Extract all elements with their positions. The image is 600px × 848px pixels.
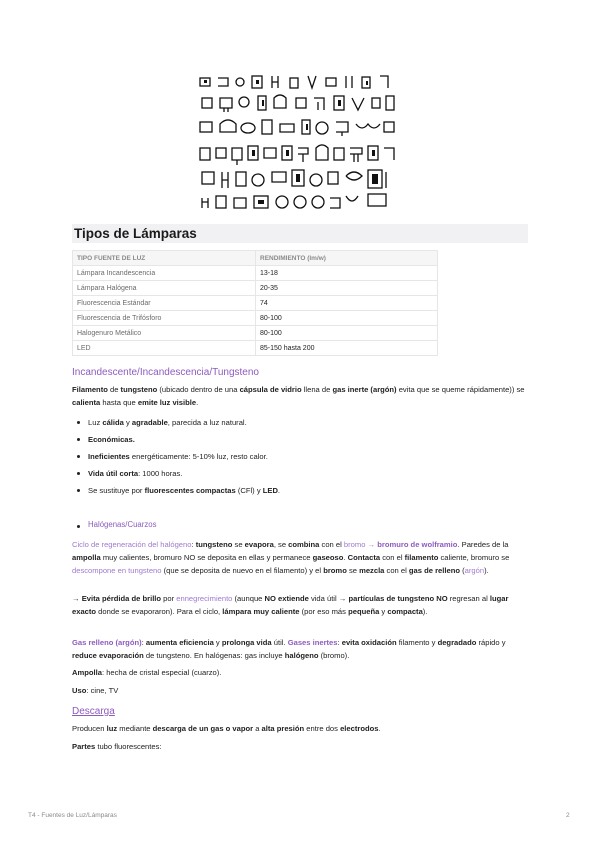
lamp-efficiency-table [72,250,438,356]
table-cell: Fluorescencia Estándar [73,296,256,311]
table-row [73,311,438,326]
discharge-parts-paragraph: Partes tubo fluorescentes: [72,742,162,751]
table-cell: Lámpara Incandescencia [73,266,256,281]
discharge-paragraph: Producen luz mediante descarga de un gas o vapor a alta presión entre dos electrodos. [72,724,381,733]
table-cell: 13-18 [256,266,438,281]
table-row [73,326,438,341]
list-item: Económicas. [76,433,516,450]
column-header: TIPO FUENTE DE LUZ [73,251,256,266]
table-cell: Lámpara Halógena [73,281,256,296]
page-number: 2 [566,812,570,819]
discharge-heading: Descarga [72,706,115,717]
section-title: Tipos de Lámparas [74,226,197,241]
incandescent-heading: Incandescente/Incandescencia/Tungsteno [72,367,259,378]
halogen-brightness-paragraph: → Evita pérdida de brillo por ennegrecimiento (aunque NO extiende vida útil → partículas de tungsteno NO regresan al lugar exacto donde se evaporaron). Para el ciclo, lámpara muy caliente (por eso más pequeña y compacta). [72,594,509,616]
halogen-bulb-paragraph: Ampolla: hecha de cristal especial (cuarzo). [72,668,222,677]
incandescent-paragraph: Filamento de tungsteno (ubicado dentro de una cápsula de vidrio llena de gas inerte (argón) evita que se queme rápidamente)) se calienta hasta que emite luz visible. [72,385,525,407]
table-header-row [73,251,438,266]
table-row [73,266,438,281]
list-item: Luz cálida y agradable, parecida a luz natural. [76,416,516,433]
halogen-gas-paragraph: Gas relleno (argón): aumenta eficiencia y prolonga vida útil. Gases inertes: evita oxidación filamento y degradado rápido y reduce evaporación de tungsteno. En halógenas: gas incluye halógeno (bromo). [72,638,506,660]
table-row [73,341,438,356]
column-header: RENDIMIENTO (lm/w) [256,251,438,266]
table-cell: 74 [256,296,438,311]
table-cell: 80-100 [256,326,438,341]
footer-title: T4 - Fuentes de Luz/Lámparas [28,812,117,819]
table-cell: LED [73,341,256,356]
section-title-bar [72,224,528,243]
table-cell: 80-100 [256,311,438,326]
incandescent-list [76,416,516,501]
table-cell: Halogenuro Metálico [73,326,256,341]
list-item: Ineficientes energéticamente: 5-10% luz, resto calor. [76,450,516,467]
list-item: Vida útil corta: 1000 horas. [76,467,516,484]
table-cell: Fluorescencia de Trifósforo [73,311,256,326]
lamp-bases-chart-icon [196,72,400,212]
table-row [73,281,438,296]
table-cell: 85-150 hasta 200 [256,341,438,356]
lamp-bases-figure [196,72,400,212]
halogen-subheading: Halógenas/Cuarzos [76,520,156,529]
halogen-use-paragraph: Uso: cine, TV [72,686,119,695]
list-item: Se sustituye por fluorescentes compactas (CFl) y LED. [76,484,516,501]
table-cell: 20-35 [256,281,438,296]
halogen-cycle-paragraph: Ciclo de regeneración del halógeno: tungsteno se evapora, se combina con el bromo → bromuro de wolframio. Paredes de la ampolla muy calientes, bromuro NO se deposita en ellas y permanece gaseoso. Contacta con el filamento caliente, bromuro se descompone en tungsteno (que se deposita de nuevo en el filamento) y el bromo se mezcla con el gas de relleno (argón). [72,540,510,575]
table-row [73,296,438,311]
